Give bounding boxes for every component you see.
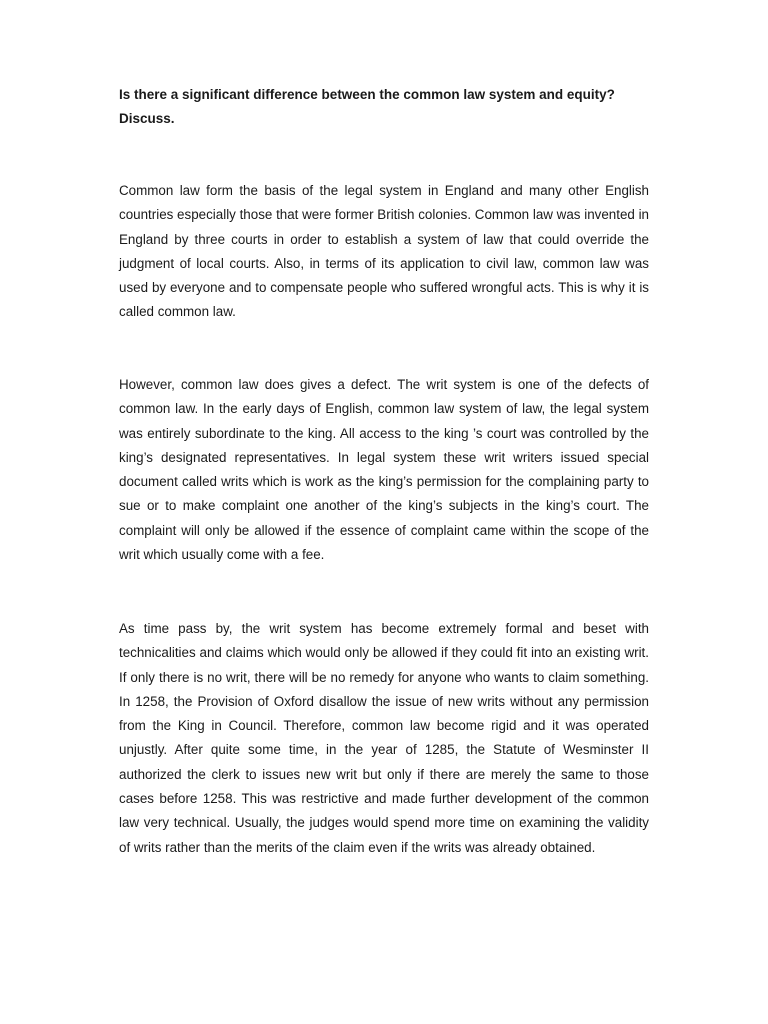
essay-title: Is there a significant difference between the common law system and equity? Discuss. [119,87,615,126]
paragraph-3: As time pass by, the writ system has become extremely formal and beset with technicalities and claims which would only be allowed if they could fit into an existing writ. If only there is no writ, there will be no remedy for anyone who wants to claim something. In 1258, the Provision of Oxford disallow the issue of new writs without any permission from the King in Council. Therefore, common law become rigid and it was operated unjustly. After quite some time, in the year of 1285, the Statute of Wesminster II authorized the clerk to issues new writ but only if there are merely the same to those cases before 1258. This was restrictive and made further development of the common law very technical. Usually, the judges would spend more time on examining the validity of writs rather than the merits of the claim even if the writs was already obtained. [119,621,649,855]
paragraph-2: However, common law does gives a defect. The writ system is one of the defects of common law. In the early days of English, common law system of law, the legal system was entirely subordinate to the king. All access to the king ’s court was controlled by the king’s designated representatives. In legal system these writ writers issued special document called writs which is work as the king’s permission for the complaining party to sue or to make complaint one another of the king’s subjects in the king’s court. The complaint will only be allowed if the essence of complaint came within the scope of the writ which usually come with a fee. [119,377,649,563]
paragraph-1: Common law form the basis of the legal system in England and many other English countries especially those that were former British colonies. Common law was invented in England by three courts in order to establish a system of law that could override the judgment of local courts. Also, in terms of its application to civil law, common law was used by everyone and to compensate people who suffered wrongful acts. This is why it is called common law. [119,183,649,320]
